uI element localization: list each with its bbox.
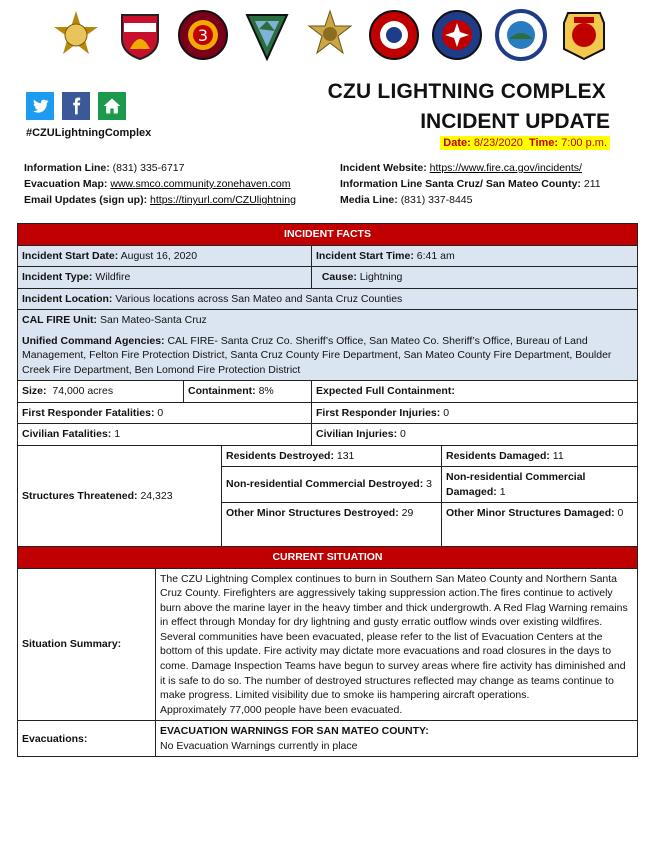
home-website-icon[interactable] <box>98 92 126 120</box>
date-time-banner <box>440 136 610 150</box>
minor-destroyed-cell: Other Minor Structures Destroyed: 29 <box>222 503 442 547</box>
fire-dept-patch-icon <box>431 9 483 61</box>
page-subtitle: INCIDENT UPDATE <box>420 110 610 133</box>
cal-fire-badge-icon <box>114 9 166 61</box>
social-links <box>26 92 126 120</box>
date-value: 8/23/2020 <box>473 137 523 149</box>
time-label: Time: <box>528 137 559 149</box>
unit-cell: CAL FIRE Unit: San Mateo-Santa Cruz <box>18 310 638 331</box>
page-title: CZU LIGHTNING COMPLEX <box>327 80 606 103</box>
evacuations-label: Evacuations: <box>18 721 156 757</box>
time-value: 7:00 p.m. <box>561 137 607 149</box>
boulder-creek-patch-icon <box>558 9 610 61</box>
res-destroyed-cell: Residents Destroyed: 131 <box>222 445 442 467</box>
minor-damaged-cell: Other Minor Structures Damaged: 0 <box>442 503 638 547</box>
evacuations-cell <box>156 721 638 757</box>
media-line-value: (831) 337-8445 <box>400 194 473 206</box>
incident-table <box>17 223 638 757</box>
svg-text:3: 3 <box>197 26 209 45</box>
agencies-cell: Unified Command Agencies: CAL FIRE- Santa Cruz Co. Sheriff’s Office, San Mateo Co. Sheriff’s Office, Bureau of Land Management, Felton Fire Protection District, Santa Cruz County Fire Department, San Mateo County Fire Department, Boulder Creek Fire Department, Ben Lomond Fire Protection District <box>18 331 638 381</box>
start-time-cell: Incident Start Time: 6:41 am <box>312 245 638 267</box>
summary-body: The CZU Lightning Complex continues to burn in Southern San Mateo County and Northern Santa Cruz County. Firefighters are aggressively taking suppression action.The fires continue to actively burn above the marine layer in the heavy timber and thick undergrowth. A Red Flag Warning remains in effect through Monday for dry lightning and gusty erratic outflow winds over existing wildfires. Several communities have been evacuated, please refer to the list of Evacuation Centers at the bottom of this update. Fire activity may dictate more evacuations and road closures in the days to come. Damage Inspection Teams have begun to survey areas where fire activity has diminished and it is safe to do so. The number of destroyed structures reflected may change as teams continue to make progress. Limited visibility due to smoke iis hampering aircraft operations. <box>160 572 628 702</box>
email-updates-label: Email Updates (sign up): <box>24 194 148 206</box>
evac-map-label: Evacuation Map: <box>24 178 108 190</box>
sheriff-star-icon <box>304 9 356 61</box>
start-date-cell: Incident Start Date: August 16, 2020 <box>18 245 312 267</box>
incident-type-cell: Incident Type: Wildfire <box>18 267 312 289</box>
contact-info-right <box>340 160 601 208</box>
felton-fire-patch-icon <box>368 9 420 61</box>
sc-sm-info-value: 211 <box>583 178 601 190</box>
fr-injuries-cell: First Responder Injuries: 0 <box>312 402 638 424</box>
blm-shield-icon <box>241 9 293 61</box>
facebook-icon[interactable] <box>62 92 90 120</box>
twitter-icon[interactable] <box>26 92 54 120</box>
date-label: Date: <box>443 137 471 149</box>
summary-evacuated: Approximately 77,000 people have been evacuated. <box>160 703 403 716</box>
res-damaged-cell: Residents Damaged: 11 <box>442 445 638 467</box>
evac-warnings-text: No Evacuation Warnings currently in place <box>160 739 358 752</box>
location-cell: Incident Location: Various locations across San Mateo and Santa Cruz Counties <box>18 288 638 310</box>
evac-warnings-heading: EVACUATION WARNINGS FOR SAN MATEO COUNTY: <box>160 725 429 738</box>
cause-cell: Cause: Lightning <box>312 267 638 289</box>
containment-cell: Containment: 8% <box>184 381 312 403</box>
info-line-label: Information Line: <box>24 162 110 174</box>
incident-facts-header: INCIDENT FACTS <box>18 224 638 246</box>
email-updates-link[interactable]: https://tinyurl.com/CZUlightning <box>150 194 296 206</box>
fr-fatalities-cell: First Responder Fatalities: 0 <box>18 402 312 424</box>
hashtag: #CZULightningComplex <box>26 127 152 139</box>
structures-threatened-cell: Structures Threatened: 24,323 <box>18 445 222 547</box>
media-line-label: Media Line: <box>340 194 398 206</box>
evac-map-link[interactable]: www.smco.community.zonehaven.com <box>110 178 291 190</box>
size-cell: Size: 74,000 acres <box>18 381 184 403</box>
situation-summary-text <box>156 568 638 721</box>
san-mateo-county-seal-icon <box>495 9 547 61</box>
civ-injuries-cell: Civilian Injuries: 0 <box>312 424 638 446</box>
situation-summary-label: Situation Summary: <box>18 568 156 721</box>
current-situation-header: CURRENT SITUATION <box>18 547 638 569</box>
expected-containment-cell: Expected Full Containment: <box>312 381 638 403</box>
ranger-badge-icon <box>177 9 229 61</box>
cal-fire-seal-icon <box>50 9 102 61</box>
civ-fatalities-cell: Civilian Fatalities: 1 <box>18 424 312 446</box>
info-line-value: (831) 335-6717 <box>112 162 185 174</box>
sc-sm-info-label: Information Line Santa Cruz/ San Mateo County: <box>340 178 581 190</box>
agency-logos-row <box>50 6 610 64</box>
nrc-damaged-cell: Non-residential Commercial Damaged: 1 <box>442 467 638 503</box>
website-link[interactable]: https://www.fire.ca.gov/incidents/ <box>429 162 582 174</box>
nrc-destroyed-cell: Non-residential Commercial Destroyed: 3 <box>222 467 442 503</box>
website-label: Incident Website: <box>340 162 427 174</box>
contact-info-left <box>24 160 296 208</box>
